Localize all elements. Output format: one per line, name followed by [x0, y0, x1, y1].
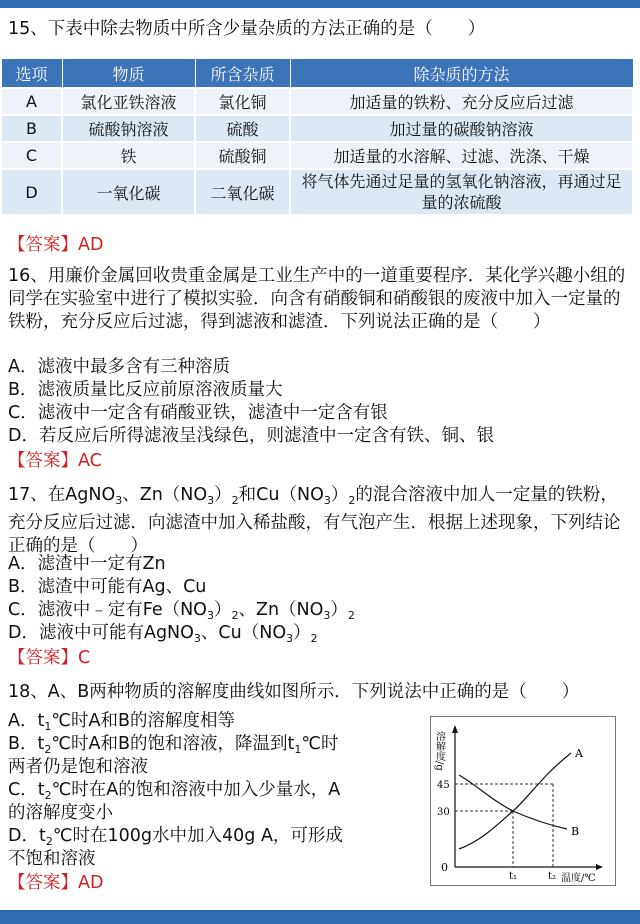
q18-answer: 【答案】AD	[8, 873, 104, 893]
q16-option-b: B．滤液质量比反应前原溶液质量大	[8, 380, 283, 400]
q15-title: 15、下表中除去物质中所含少量杂质的方法正确的是（ ）	[8, 19, 486, 39]
q17-option-a: A．滤渣中一定有Zn	[8, 554, 166, 574]
q18-stem: 18、A、B两种物质的溶解度曲线如图所示．下列说法中正确的是（ ）	[8, 682, 580, 702]
q16-answer: 【答案】AC	[8, 451, 102, 471]
curve-b-label: B	[571, 825, 580, 838]
q17-text: D．滤液中可能有AgNO	[8, 623, 194, 643]
curve-a	[459, 753, 571, 849]
subscript: 3	[323, 494, 331, 507]
table-row	[1, 88, 633, 115]
table-cell: 铁	[62, 142, 195, 169]
table-cell: 加适量的水溶解、过滤、洗涤、干燥	[290, 142, 633, 169]
q17-text: 、Cu（NO	[200, 623, 287, 643]
q17-text: ）	[213, 600, 232, 620]
q18-text: ℃时在100g水中加入40g A，可形成	[52, 826, 343, 846]
y-tick-30: 30	[437, 807, 450, 818]
table-cell: 氯化铜	[195, 88, 290, 115]
q18-text: ℃时在A的饱和溶液中加入少量水，A	[51, 780, 341, 800]
table-cell: 二氧化碳	[195, 169, 290, 215]
subscript: 2	[310, 632, 318, 645]
subscript: 3	[286, 632, 294, 645]
q17-stem	[8, 484, 632, 558]
x-tick-t2: t₂	[548, 871, 557, 882]
table-cell: 氯化亚铁溶液	[62, 88, 195, 115]
q17-text: 、Zn（NO	[238, 600, 324, 620]
q17-option-b: B．滤渣中可能有Ag、Cu	[8, 577, 207, 597]
table-cell: D	[1, 169, 62, 215]
table-header: 选项	[1, 59, 62, 89]
q16-option-a: A．滤液中最多含有三种溶质	[8, 357, 230, 377]
q17-text: 和Cu（NO	[238, 485, 324, 505]
q17-answer: 【答案】C	[8, 648, 91, 668]
subscript: 2	[44, 743, 52, 756]
subscript: 3	[206, 609, 214, 622]
q17-text: 的混合溶液中加人一定量的铁粉，充分反应后过滤．向滤渣中加入稀盐酸，有气泡产生．根据上述现象，下列结论正确的是（ ）	[8, 485, 621, 556]
q18-text: D．t	[8, 826, 46, 846]
table-cell: 硫酸	[195, 115, 290, 142]
subscript: 3	[323, 609, 331, 622]
table-header: 所含杂质	[195, 59, 290, 89]
q18-option-d-cont: 不饱和溶液	[8, 849, 96, 869]
y-axis-label: 溶解度/g	[433, 731, 445, 771]
table-cell: 硫酸钠溶液	[62, 115, 195, 142]
table-cell: A	[1, 88, 62, 115]
subscript: 1	[44, 720, 52, 733]
q18-option-c-cont: 的溶解度变小	[8, 803, 113, 823]
table-row	[1, 169, 633, 215]
q18-text: ℃时A和B的溶解度相等	[51, 711, 235, 731]
table-header-row	[1, 59, 633, 89]
x-axis-label: 温度/℃	[561, 873, 596, 884]
subscript: 1	[294, 743, 302, 756]
table-cell: 加适量的铁粉、充分反应后过滤	[290, 88, 633, 115]
q18-text: ℃时	[301, 734, 339, 754]
q18-text: A．t	[8, 711, 45, 731]
subscript: 2	[231, 494, 239, 507]
table-cell: 将气体先通过足量的氢氧化钠溶液，再通过足量的浓硫酸	[290, 169, 633, 215]
solubility-figure	[430, 716, 616, 886]
bottom-accent-bar	[0, 910, 640, 924]
q15-answer: 【答案】AD	[8, 235, 104, 255]
table-cell: 一氧化碳	[62, 169, 195, 215]
y-tick-45: 45	[437, 780, 450, 791]
q17-text: 、Zn（NO	[122, 485, 208, 505]
q18-option-b-cont: 两者仍是饱和溶液	[8, 757, 148, 777]
subscript: 3	[207, 494, 215, 507]
table-row	[1, 142, 633, 169]
table-cell: C	[1, 142, 62, 169]
table-cell: 硫酸铜	[195, 142, 290, 169]
q17-text: ）	[330, 600, 348, 620]
q17-option-d	[8, 622, 632, 650]
curve-a-label: A	[575, 747, 583, 760]
subscript: 2	[348, 494, 356, 507]
q17-text: ）	[214, 485, 232, 505]
origin-label: 0	[441, 861, 448, 874]
subscript: 2	[44, 789, 52, 802]
top-accent-bar	[0, 0, 640, 8]
subscript: 2	[45, 835, 53, 848]
q17-text: C．滤液中﹣定有Fe（NO	[8, 600, 207, 620]
x-tick-t1: t₁	[509, 871, 518, 882]
table-header: 除杂质的方法	[290, 59, 633, 89]
q16-option-c: C．滤液中一定含有硝酸亚铁，滤渣中一定含有银	[8, 403, 388, 423]
solubility-diagram	[431, 717, 615, 885]
q15-table	[0, 58, 634, 216]
table-cell: 加过量的碳酸钠溶液	[290, 115, 633, 142]
q17-text: ）	[330, 485, 349, 505]
subscript: 3	[193, 632, 201, 645]
x-axis-arrow	[596, 864, 603, 870]
q17-text: ）	[293, 623, 311, 643]
subscript: 3	[115, 494, 123, 507]
y-axis-arrow	[452, 725, 458, 733]
q17-text: 17、在AgNO	[8, 485, 116, 505]
table-cell: B	[1, 115, 62, 142]
q16-stem: 16、用廉价金属回收贵重金属是工业生产中的一道重要程序．某化学兴趣小组的同学在实验室中进行了模拟实验．向含有硝酸铜和硝酸银的废液中加入一定量的铁粉，充分反应后过滤，得到滤液和滤渣．下列说法正确的是（ ）	[8, 266, 626, 332]
q18-text: ℃时A和B的饱和溶液，降温到t	[51, 734, 295, 754]
q16-option-d: D．若反应后所得滤液呈浅绿色，则滤渣中一定含有铁、铜、银	[8, 426, 494, 446]
subscript: 2	[347, 609, 355, 622]
q18-text: B．t	[8, 734, 45, 754]
subscript: 2	[231, 609, 239, 622]
curve-b	[459, 775, 567, 829]
table-row	[1, 115, 633, 142]
table-header: 物质	[62, 59, 195, 89]
q18-text: C．t	[8, 780, 45, 800]
